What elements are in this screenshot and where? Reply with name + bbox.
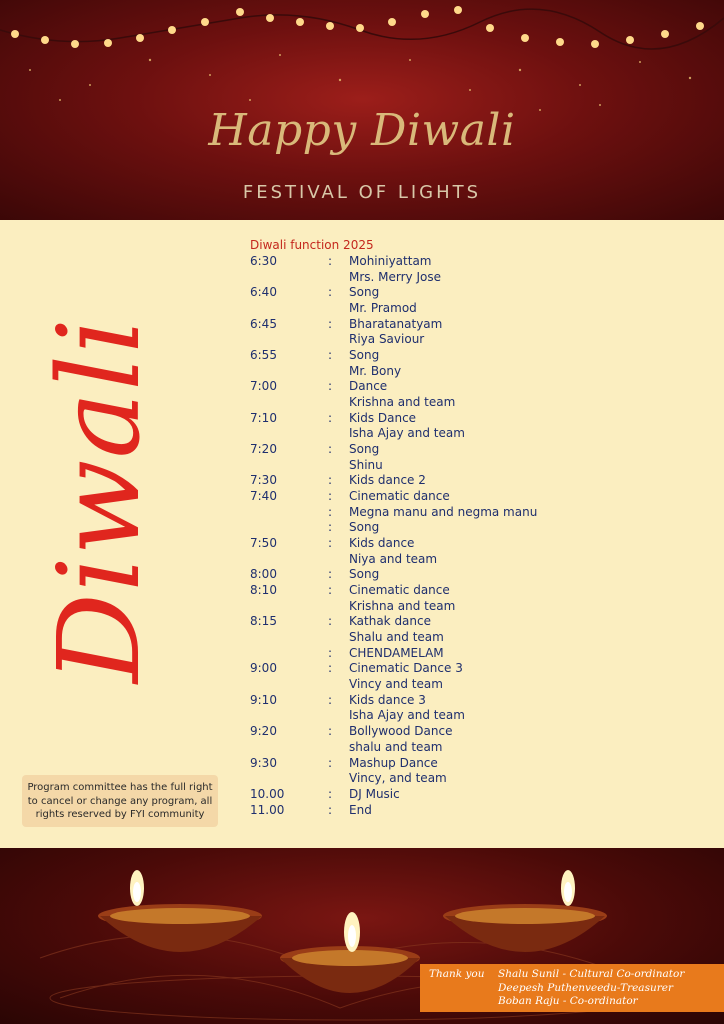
notice-line: rights reserved by FYI community — [35, 809, 205, 820]
schedule-colon: : — [328, 410, 333, 425]
header-banner — [0, 0, 724, 220]
schedule-program: Kids dance 2 — [349, 473, 426, 488]
notice-line: to cancel or change any program, all — [27, 795, 213, 807]
schedule-time: 7:00 — [250, 379, 277, 394]
schedule-program: Isha Ajay and team — [349, 708, 465, 723]
schedule-row — [250, 724, 690, 740]
schedule-colon: : — [328, 755, 333, 770]
schedule-program: Isha Ajay and team — [349, 426, 465, 441]
schedule-row — [250, 803, 690, 819]
coordinator-name: Boban Raju - Co-ordinator — [498, 995, 638, 1007]
schedule-colon: : — [328, 504, 333, 519]
diwali-calligraphy: Diwali — [35, 317, 165, 683]
schedule-colon: : — [328, 614, 333, 629]
schedule-colon: : — [328, 692, 333, 707]
schedule-row — [250, 411, 690, 427]
schedule-row — [250, 317, 690, 333]
schedule-program: Bharatanatyam — [349, 316, 443, 331]
notice-line: Program committee has the full right — [27, 782, 213, 793]
schedule-title: Diwali function 2025 — [250, 238, 374, 252]
schedule-colon: : — [328, 442, 333, 457]
schedule-row — [250, 708, 690, 724]
schedule-row — [250, 599, 690, 615]
schedule-time: 7:50 — [250, 536, 277, 551]
schedule-colon: : — [328, 348, 333, 363]
schedule-colon: : — [328, 254, 333, 268]
schedule-colon: : — [328, 661, 333, 676]
schedule-program: Dance — [349, 379, 388, 394]
schedule-time: 6:40 — [250, 285, 277, 300]
schedule-colon: : — [328, 316, 333, 331]
schedule-row — [250, 270, 690, 286]
schedule-time: 9:00 — [250, 661, 277, 676]
schedule-program: Bollywood Dance — [349, 724, 453, 739]
schedule-time: 8:10 — [250, 583, 277, 598]
schedule-time: 9:20 — [250, 724, 277, 739]
schedule-program: Mrs. Merry Jose — [349, 269, 441, 284]
schedule-program: Shinu — [349, 457, 383, 472]
coordinator-name: Deepesh Puthenveedu-Treasurer — [498, 981, 673, 994]
schedule-program: Shalu and team — [349, 630, 444, 645]
schedule-row — [250, 583, 690, 599]
schedule-time: 7:30 — [250, 473, 277, 488]
schedule-program: Krishna and team — [349, 598, 456, 613]
schedule-row — [250, 614, 690, 630]
string-lights-decoration — [0, 0, 724, 120]
schedule-program: Song — [349, 567, 380, 582]
schedule-colon: : — [328, 489, 333, 504]
schedule-row — [250, 489, 690, 505]
thanks-label: Thank you — [429, 968, 485, 980]
schedule-time: 10.00 — [250, 786, 285, 801]
schedule-row — [250, 254, 690, 270]
schedule-row — [250, 379, 690, 395]
schedule-colon: : — [328, 583, 333, 598]
schedule-time: 9:10 — [250, 692, 277, 707]
schedule-program: Kids dance — [349, 536, 415, 551]
schedule-program: End — [349, 802, 372, 817]
schedule-program: Kids Dance — [349, 410, 417, 425]
schedule-colon: : — [328, 285, 333, 300]
schedule-program: Mr. Pramod — [349, 301, 417, 316]
schedule-colon: : — [328, 786, 333, 801]
schedule-time: 6:45 — [250, 316, 277, 331]
schedule-program: Song — [349, 520, 380, 535]
schedule-time: 7:40 — [250, 489, 277, 504]
schedule-program: Vincy, and team — [349, 771, 447, 786]
notice-box — [22, 775, 218, 827]
schedule-row — [250, 740, 690, 756]
schedule-program: DJ Music — [349, 786, 400, 801]
schedule-row — [250, 364, 690, 380]
schedule-row — [250, 661, 690, 677]
schedule-row — [250, 552, 690, 568]
schedule-program: Kathak dance — [349, 614, 431, 629]
schedule-program: Krishna and team — [349, 395, 456, 410]
schedule-program: Song — [349, 348, 380, 363]
schedule-time: 8:00 — [250, 567, 277, 582]
schedule-row — [250, 787, 690, 803]
schedule-program: Megna manu and negma manu — [349, 504, 538, 519]
schedule-colon: : — [328, 567, 333, 582]
schedule-time: 9:30 — [250, 755, 277, 770]
schedule-colon: : — [328, 473, 333, 488]
schedule-row — [250, 301, 690, 317]
schedule-row — [250, 693, 690, 709]
schedule-colon: : — [328, 536, 333, 551]
schedule-row — [250, 348, 690, 364]
schedule-colon: : — [328, 379, 333, 394]
schedule-program: CHENDAMELAM — [349, 645, 444, 660]
schedule-program: Mr. Bony — [349, 363, 402, 378]
schedule-row — [250, 473, 690, 489]
header-title: Happy Diwali — [208, 105, 516, 156]
schedule-program: Kids dance 3 — [349, 692, 426, 707]
schedule-row — [250, 567, 690, 583]
schedule-time: 8:15 — [250, 614, 277, 629]
thanks-box — [420, 964, 724, 1012]
schedule-row — [250, 536, 690, 552]
schedule-program: Mohiniyattam — [349, 254, 432, 268]
schedule-program: Song — [349, 442, 380, 457]
schedule-program: Riya Saviour — [349, 332, 425, 347]
schedule-program: Cinematic Dance 3 — [349, 661, 463, 676]
schedule-row — [250, 395, 690, 411]
header-subtitle: FESTIVAL OF LIGHTS — [242, 182, 482, 203]
schedule-program: Niya and team — [349, 551, 438, 566]
schedule-row — [250, 677, 690, 693]
schedule-time: 11.00 — [250, 802, 285, 817]
schedule-row — [250, 756, 690, 772]
schedule-row — [250, 426, 690, 442]
schedule-time: 7:20 — [250, 442, 277, 457]
schedule-program: Cinematic dance — [349, 489, 450, 504]
schedule-row — [250, 332, 690, 348]
schedule-list — [250, 254, 690, 818]
schedule-program: shalu and team — [349, 739, 443, 754]
schedule-row — [250, 771, 690, 787]
schedule-colon: : — [328, 802, 333, 817]
schedule-row — [250, 630, 690, 646]
schedule-colon: : — [328, 724, 333, 739]
schedule-colon: : — [328, 520, 333, 535]
schedule-row — [250, 505, 690, 521]
schedule-row — [250, 285, 690, 301]
schedule-program: Song — [349, 285, 380, 300]
schedule-colon: : — [328, 645, 333, 660]
schedule-time: 6:55 — [250, 348, 277, 363]
schedule-program: Vincy and team — [349, 677, 443, 692]
schedule-row — [250, 442, 690, 458]
schedule-time: 6:30 — [250, 254, 277, 268]
schedule-time: 7:10 — [250, 410, 277, 425]
schedule-row — [250, 520, 690, 536]
schedule-row — [250, 458, 690, 474]
schedule-row — [250, 646, 690, 662]
coordinator-name: Shalu Sunil - Cultural Co-ordinator — [498, 968, 685, 980]
schedule-program: Cinematic dance — [349, 583, 450, 598]
schedule-program: Mashup Dance — [349, 755, 438, 770]
coordinator-list — [498, 968, 684, 1009]
